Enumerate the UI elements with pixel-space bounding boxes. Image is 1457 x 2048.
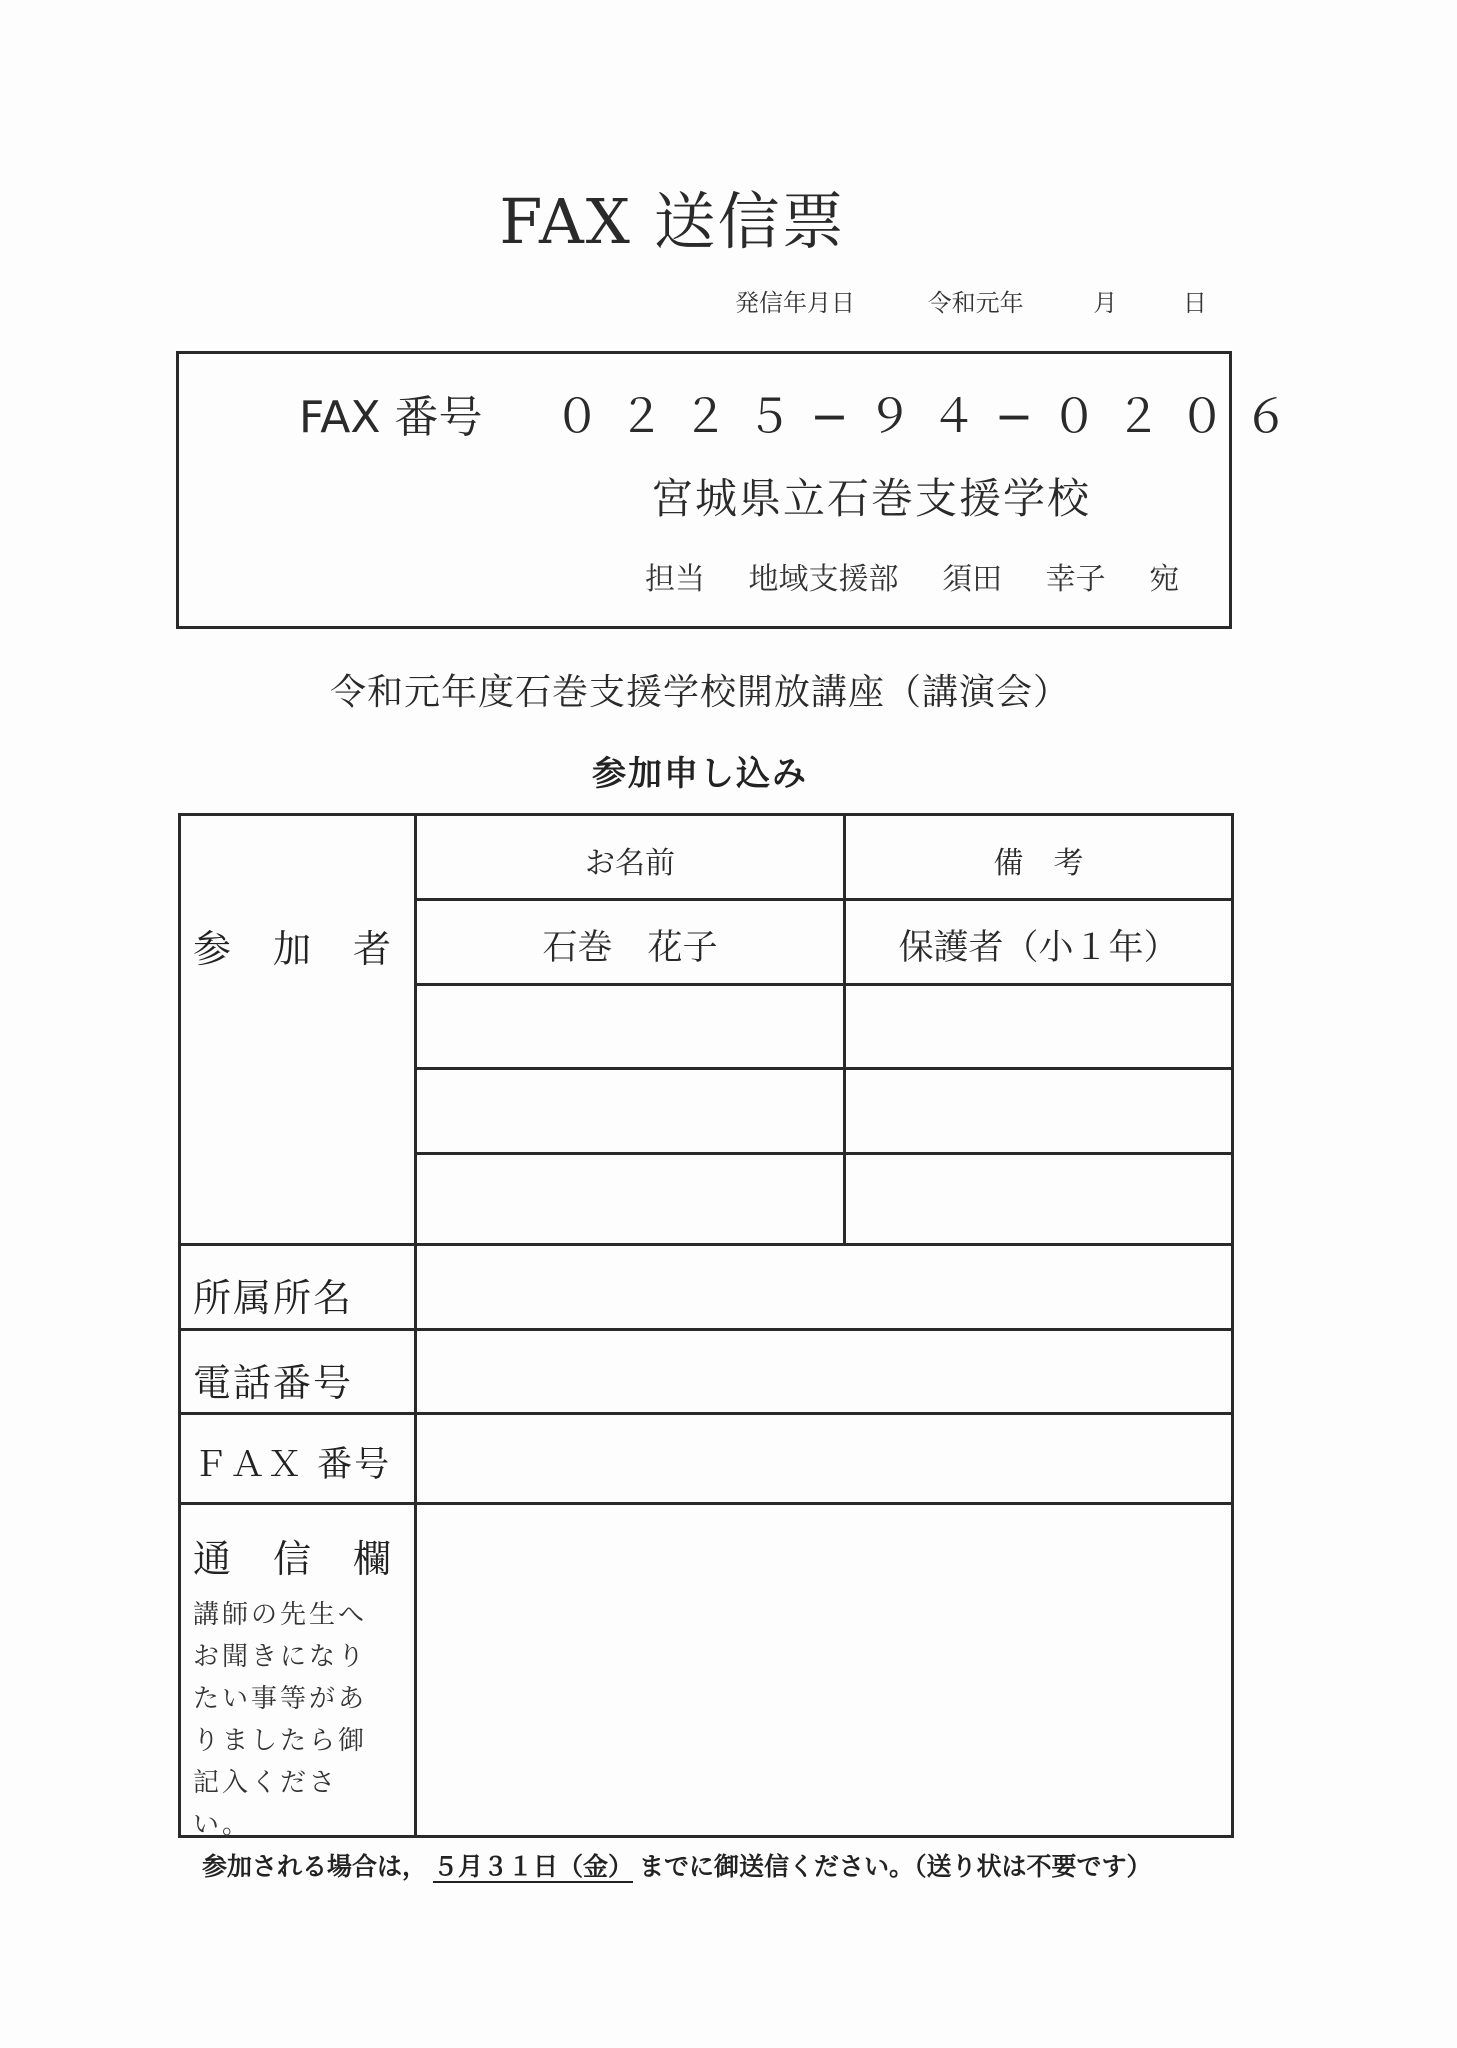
contact-prefix: 担当 — [645, 562, 705, 597]
participant-remarks-cell[interactable] — [846, 1005, 1231, 1045]
contact-department: 地域支援部 — [748, 562, 899, 597]
send-date-line — [735, 283, 1207, 318]
participant-name-cell[interactable] — [417, 1005, 843, 1045]
deadline-note — [202, 1847, 1152, 1883]
deadline-note-prefix: 参加される場合は， — [202, 1852, 428, 1881]
participant-name-cell[interactable] — [417, 1089, 843, 1129]
page-title: FAX 送信票 — [499, 185, 846, 258]
name-column-header: お名前 — [585, 846, 675, 881]
participant-name-cell[interactable] — [417, 1176, 843, 1216]
comments-note: 講師の先生へお聞きになりたい事等がありましたら御記入ください。 — [193, 1600, 368, 1840]
row-divider — [414, 1152, 1231, 1155]
phone-field[interactable] — [417, 1332, 1231, 1412]
comments-label: 通 信 欄 — [193, 1537, 394, 1581]
section-divider — [181, 1412, 1231, 1415]
affiliation-label: 所属所名 — [193, 1276, 354, 1320]
section-divider — [181, 1328, 1231, 1331]
send-date-month: 月 — [1093, 289, 1118, 317]
recipient-contact-line — [645, 554, 1179, 598]
recipient-school-name: 宮城県立石巻支援学校 — [651, 474, 1092, 523]
application-heading: 参加申し込み — [592, 754, 808, 794]
participant-remarks-cell[interactable]: 保護者（小１年） — [898, 928, 1179, 968]
remarks-column-header: 備 考 — [993, 846, 1084, 881]
recipient-fax-line — [299, 380, 1307, 446]
section-divider — [181, 1502, 1231, 1505]
comments-field[interactable] — [417, 1506, 1231, 1835]
contact-given-name: 幸子 — [1045, 562, 1106, 597]
row-divider — [414, 1067, 1231, 1070]
phone-label: 電話番号 — [193, 1361, 354, 1405]
row-divider — [414, 983, 1231, 986]
participants-label: 参 加 者 — [193, 927, 394, 971]
fax-number-label: ＦＡＸ 番号 — [193, 1445, 392, 1485]
affiliation-field[interactable] — [417, 1248, 1231, 1328]
deadline-note-suffix: までに御送信ください。（送り状は不要です） — [639, 1852, 1152, 1881]
recipient-fax-number: ０２２５−９４−０２０６ — [554, 389, 1308, 443]
participant-remarks-cell[interactable] — [846, 1176, 1231, 1216]
event-title: 令和元年度石巻支援学校開放講座（講演会） — [329, 672, 1070, 713]
deadline-date: ５月３１日（金） — [433, 1852, 634, 1881]
recipient-fax-label: FAX 番号 — [299, 392, 483, 443]
participant-remarks-cell[interactable] — [846, 1089, 1231, 1129]
section-divider — [181, 1243, 1231, 1246]
contact-honorific: 宛 — [1149, 562, 1180, 597]
recipient-box — [176, 351, 1308, 629]
contact-surname: 須田 — [942, 562, 1003, 597]
header-row-divider — [414, 898, 1231, 901]
send-date-day: 日 — [1182, 289, 1207, 317]
participant-name-cell[interactable]: 石巻 花子 — [542, 928, 718, 968]
fax-number-field[interactable] — [417, 1416, 1231, 1502]
send-date-era-year: 令和元年 — [927, 289, 1024, 317]
send-date-label: 発信年月日 — [735, 289, 855, 317]
application-form-table — [178, 813, 1234, 1838]
